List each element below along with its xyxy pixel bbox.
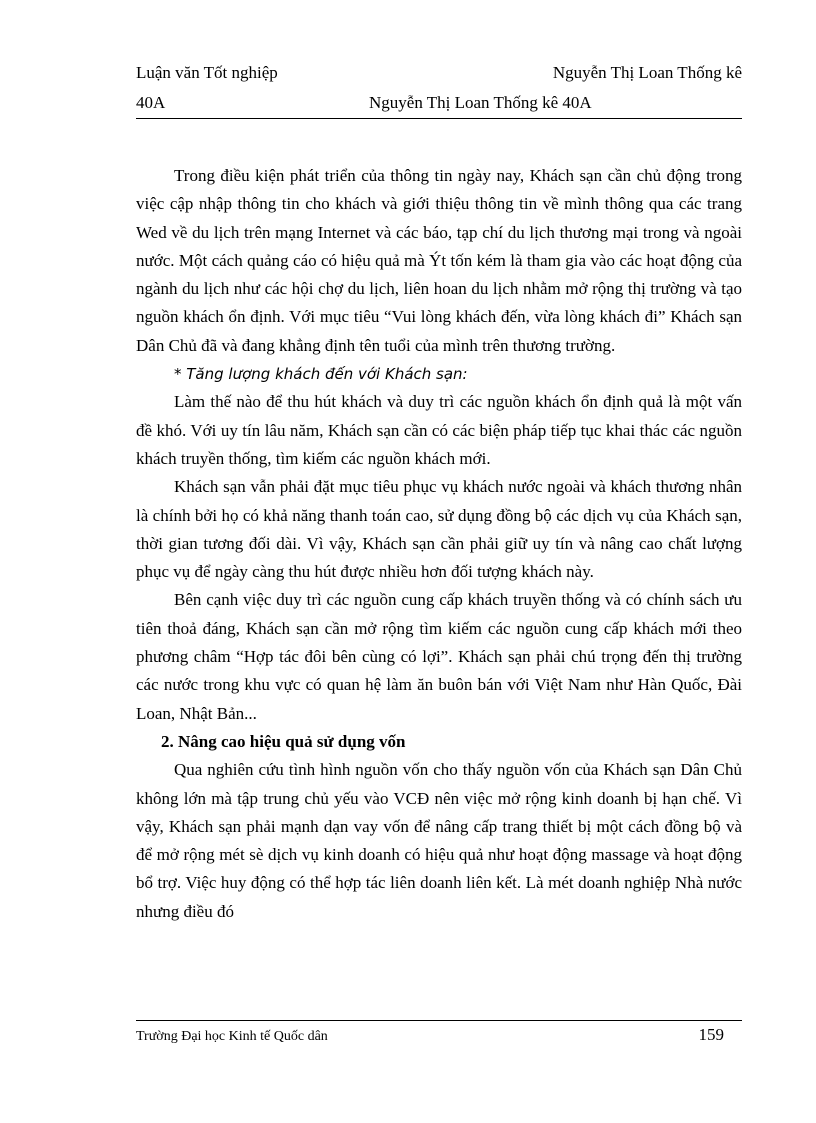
paragraph: Qua nghiên cứu tình hình nguồn vốn cho thấy nguồn vốn của Khách sạn Dân Chủ không lớn mà tập trung chủ yếu vào VCĐ nên việc mở rộng kinh doanh bị hạn chế. Vì vậy, Khách sạn phải mạnh dạn vay vốn để nâng cấp trang thiết bị một cách đồng bộ và để mở rộng mét sè dịch vụ kinh doanh có hiệu quả như hoạt động massage và hoạt động bổ trợ. Việc huy động có thể hợp tác liên doanh liên kết. Là mét doanh nghiệp Nhà nước nhưng điều đó <box>136 760 742 921</box>
subheading: * Tăng lượng khách đến với Khách sạn: <box>174 365 468 384</box>
header-author-class: Nguyễn Thị Loan Thống kê 40A <box>369 93 592 112</box>
footer-university: Trường Đại học Kinh tế Quốc dân <box>136 1029 328 1044</box>
paragraph: Khách sạn vẫn phải đặt mục tiêu phục vụ khách nước ngoài và khách thương nhân là chính bởi họ có khả năng thanh toán cao, sử dụng đồng bộ các dịch vụ của Khách sạn, thời gian tương đối dài. Vì vậy, Khách sạn cần phải giữ uy tín và nâng cao chất lượng phục vụ để ngày càng thu hút được nhiều hơn đối tượng khách này. <box>136 477 742 582</box>
header-class: 40A <box>136 93 166 112</box>
footer-rule <box>136 1020 742 1021</box>
header-author: Nguyễn Thị Loan Thống kê <box>552 63 742 82</box>
page-header <box>136 58 742 118</box>
paragraph: Bên cạnh việc duy trì các nguồn cung cấp khách truyền thống và có chính sách ưu tiên thoả đáng, Khách sạn cần mở rộng tìm kiếm các nguồn cung cấp khách mới theo phương châm “Hợp tác đôi bên cùng có lợi”. Khách sạn phải chú trọng đến thị trường các nước trong khu vực có quan hệ làm ăn buôn bán với Việt Nam như Hàn Quốc, Đài Loan, Nhật Bản... <box>136 590 742 723</box>
header-title: Luận văn Tốt nghiệp <box>136 63 278 82</box>
page-body <box>136 162 742 926</box>
paragraph: Trong điều kiện phát triển của thông tin ngày nay, Khách sạn cần chủ động trong việc cập nhập thông tin cho khách và giới thiệu thông tin về mình thông qua các trang Wed về du lịch trên mạng Internet và các báo, tạp chí du lịch thương mại trong và ngoài nước. Một cách quảng cáo có hiệu quả mà Ýt tốn kém là tham gia vào các hoạt động của ngành du lịch như các hội chợ du lịch, liên hoan du lịch nhằm mở rộng thị trường và tạo nguồn khách ổn định. Với mục tiêu “Vui lòng khách đến, vừa lòng khách đi” Khách sạn Dân Chủ đã và đang khẳng định tên tuổi của mình trên thương trường. <box>136 166 742 355</box>
page-number: 159 <box>698 1025 724 1044</box>
section-heading: 2. Nâng cao hiệu quả sử dụng vốn <box>161 731 406 751</box>
paragraph: Làm thế nào để thu hút khách và duy trì các nguồn khách ổn định quả là một vấn đề khó. Với uy tín lâu năm, Khách sạn cần có các biện pháp tiếp tục khai thác các nguồn khách truyền thống, tìm kiếm các nguồn khách mới. <box>136 392 742 468</box>
header-rule <box>136 118 742 119</box>
